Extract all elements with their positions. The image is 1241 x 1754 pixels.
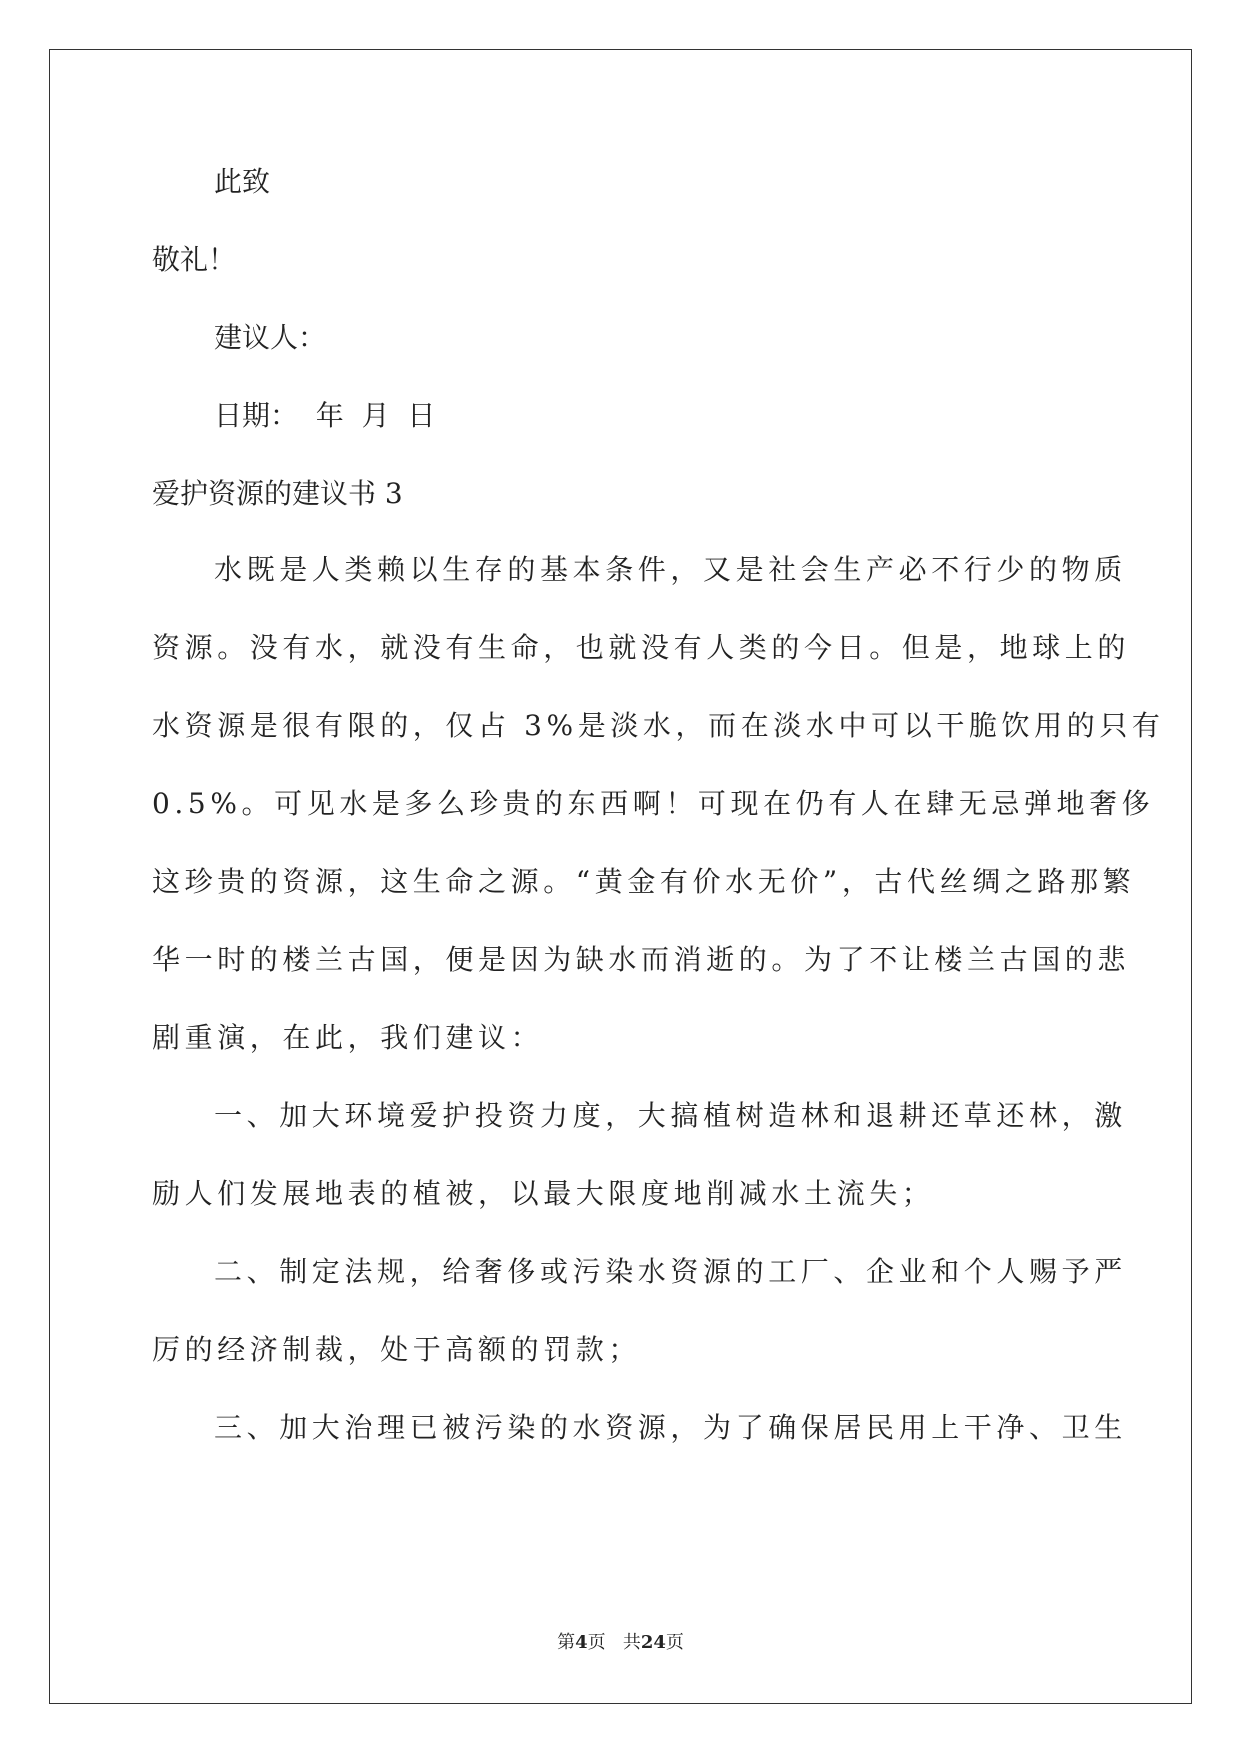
page-suffix: 页: [587, 1632, 606, 1653]
document-body: [152, 160, 1165, 1448]
paragraph-line: 三、加大治理已被污染的水资源，为了确保居民用上干净、卫生: [214, 1411, 1127, 1444]
paragraph-line: 厉的经济制裁，处于高额的罚款；: [152, 1333, 642, 1366]
date-line: 日期： 年 月 日: [214, 399, 436, 432]
page-number: 4: [575, 1632, 588, 1653]
page-footer: [0, 1628, 1241, 1654]
paragraph-line: 华一时的楼兰古国，便是因为缺水而消逝的。为了不让楼兰古国的悲: [152, 943, 1131, 976]
paragraph-line: 0.5%。可见水是多么珍贵的东西啊！可现在仍有人在肆无忌弹地奢侈: [152, 787, 1155, 820]
suggestion-3: [152, 1408, 1127, 1448]
paragraph-line: 励人们发展地表的植被，以最大限度地削减水土流失；: [152, 1177, 935, 1210]
proposer-line: 建议人：: [214, 321, 327, 354]
salutation: 此致: [214, 165, 271, 198]
total-pages: 24: [640, 1632, 666, 1653]
paragraph-line: 一、加大环境爱护投资力度，大搞植树造林和退耕还草还林，激: [214, 1099, 1127, 1132]
regards: 敬礼！: [152, 243, 237, 276]
paragraph-line: 剧重演，在此，我们建议：: [152, 1021, 544, 1054]
paragraph-line: 水资源是很有限的，仅占 3%是淡水，而在淡水中可以干脆饮用的只有: [152, 709, 1165, 742]
total-suffix: 页: [665, 1632, 684, 1653]
suggestion-2: [152, 1252, 1127, 1370]
body-paragraph: [152, 550, 1165, 1058]
section-title: 爱护资源的建议书 3: [152, 477, 403, 510]
paragraph-line: 二、制定法规，给奢侈或污染水资源的工厂、企业和个人赐予严: [214, 1255, 1127, 1288]
paragraph-line: 资源。没有水，就没有生命，也就没有人类的今日。但是，地球上的: [152, 631, 1131, 664]
page-prefix: 第: [557, 1632, 576, 1653]
paragraph-line: 这珍贵的资源，这生命之源。“黄金有价水无价”，古代丝绸之路那繁: [152, 865, 1136, 898]
paragraph-line: 水既是人类赖以生存的基本条件，又是社会生产必不行少的物质: [214, 553, 1127, 586]
suggestion-1: [152, 1096, 1127, 1214]
total-prefix: 共: [622, 1632, 641, 1653]
